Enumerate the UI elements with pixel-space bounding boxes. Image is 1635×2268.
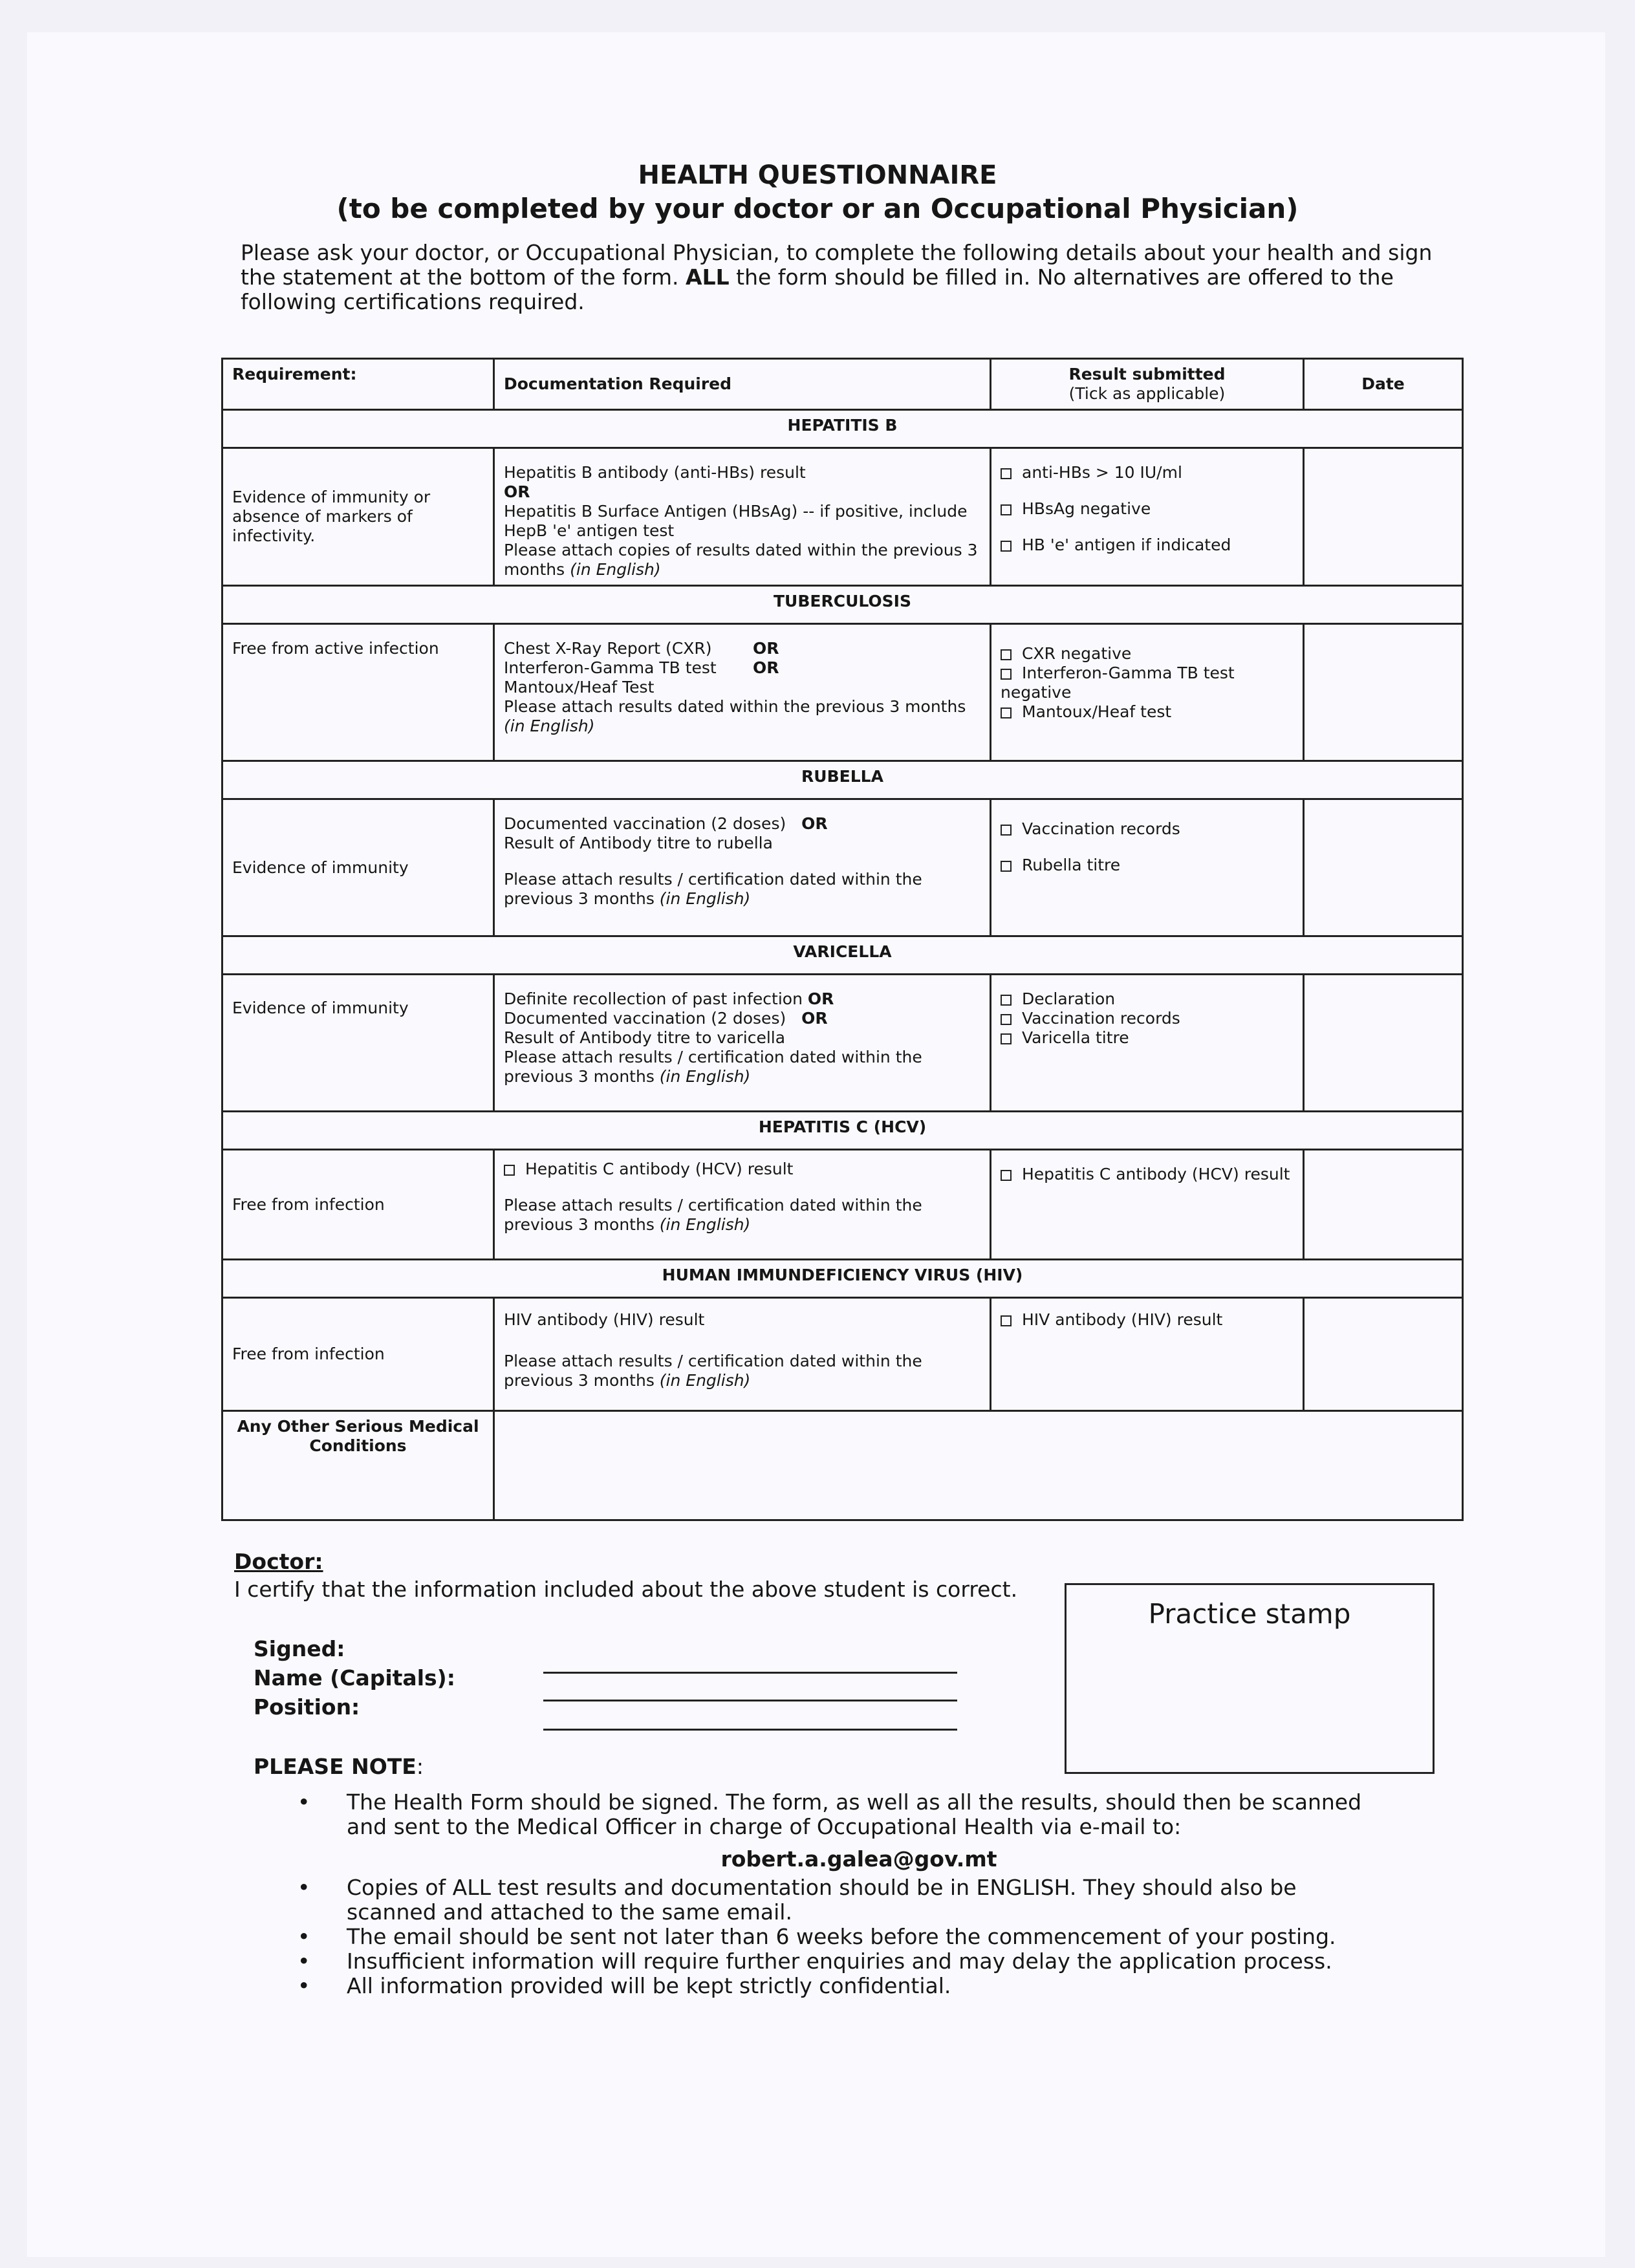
name-field[interactable]	[543, 1700, 957, 1701]
list-item: • All information provided will be kept strictly confidential.	[298, 1974, 1371, 1998]
section-rubella: RUBELLA	[222, 761, 1463, 799]
doctor-section	[234, 1549, 1017, 1602]
list-item: • Insufficient information will require further enquiries and may delay the application process.	[298, 1949, 1371, 1974]
requirement-cell: Free from infection	[222, 1150, 494, 1260]
position-label: Position:	[254, 1694, 360, 1720]
header-requirement: Requirement:	[222, 359, 494, 410]
result-cell	[991, 975, 1304, 1112]
requirement-cell: Free from active infection	[222, 624, 494, 761]
result-checkbox[interactable]: HBsAg negative	[1001, 499, 1294, 519]
date-cell[interactable]	[1304, 1298, 1463, 1411]
documentation-cell: Chest X-Ray Report (CXR) OR Interferon-Gamma TB test OR Mantoux/Heaf Test Please attach results dated within the previous 3 months (in English)	[494, 624, 991, 761]
result-checkbox[interactable]: Varicella titre	[1001, 1028, 1294, 1048]
result-checkbox[interactable]: CXR negative	[1001, 644, 1294, 664]
signed-label: Signed:	[254, 1636, 345, 1661]
header-date: Date	[1304, 359, 1463, 410]
position-field[interactable]	[543, 1729, 957, 1731]
documentation-cell: Documented vaccination (2 doses) OR Result of Antibody titre to rubella Please attach results / certification dated within the previous 3 months (in English)	[494, 799, 991, 936]
result-cell	[991, 448, 1304, 586]
notes-list	[298, 1790, 1371, 1998]
section-hiv: HUMAN IMMUNDEFICIENCY VIRUS (HIV)	[222, 1260, 1463, 1298]
practice-stamp-box[interactable]	[1065, 1583, 1435, 1774]
result-cell	[991, 1150, 1304, 1260]
other-conditions-field[interactable]	[494, 1411, 1463, 1520]
result-checkbox[interactable]: Vaccination records	[1001, 1009, 1294, 1028]
form-title: HEALTH QUESTIONNAIRE	[638, 160, 997, 190]
date-cell[interactable]	[1304, 799, 1463, 936]
form-subtitle: (to be completed by your doctor or an Occupational Physician)	[336, 193, 1299, 224]
result-checkbox[interactable]: Mantoux/Heaf test	[1001, 702, 1294, 722]
list-item: • Copies of ALL test results and documentation should be in ENGLISH. They should also be scanned and attached to the same email.	[298, 1875, 1371, 1925]
table-row	[222, 799, 1463, 936]
table-row	[222, 1298, 1463, 1411]
result-checkbox[interactable]: HIV antibody (HIV) result	[1001, 1310, 1294, 1330]
result-cell	[991, 1298, 1304, 1411]
result-checkbox[interactable]: Declaration	[1001, 989, 1294, 1009]
requirement-cell: Evidence of immunity or absence of markers of infectivity.	[222, 448, 494, 586]
section-hepatitis-c: HEPATITIS C (HCV)	[222, 1112, 1463, 1150]
requirement-cell: Free from infection	[222, 1298, 494, 1411]
signature-labels	[254, 1634, 455, 1722]
documentation-cell: HIV antibody (HIV) result Please attach results / certification dated within the previous 3 months (in English)	[494, 1298, 991, 1411]
result-checkbox[interactable]: Hepatitis C antibody (HCV) result	[1001, 1165, 1294, 1184]
note-heading: PLEASE NOTE:	[254, 1754, 424, 1779]
name-label: Name (Capitals):	[254, 1665, 455, 1690]
requirement-cell: Evidence of immunity	[222, 975, 494, 1112]
section-tuberculosis: TUBERCULOSIS	[222, 586, 1463, 624]
date-cell[interactable]	[1304, 975, 1463, 1112]
header-result: Result submitted (Tick as applicable)	[991, 359, 1304, 410]
table-header-row	[222, 359, 1463, 410]
table-row	[222, 448, 1463, 586]
result-cell	[991, 799, 1304, 936]
result-checkbox[interactable]: Rubella titre	[1001, 856, 1294, 875]
result-checkbox[interactable]: Interferon-Gamma TB test negative	[1001, 664, 1235, 702]
intro-paragraph: Please ask your doctor, or Occupational Physician, to complete the following details about your health and sign the statement at the bottom of the form. ALL the form should be filled in. No alternatives are offered to the following certifications required.	[241, 240, 1433, 314]
result-checkbox[interactable]: anti-HBs > 10 IU/ml	[1001, 463, 1294, 482]
header-documentation: Documentation Required	[494, 359, 991, 410]
other-conditions-label: Any Other Serious Medical Conditions	[222, 1411, 494, 1520]
documentation-cell: Hepatitis C antibody (HCV) result Please attach results / certification dated within the previous 3 months (in English)	[494, 1150, 991, 1260]
list-item: • The Health Form should be signed. The form, as well as all the results, should then be scanned and sent to the Medical Officer in charge of Occupational Health via e-mail to: robert.a.galea@gov.mt	[298, 1790, 1371, 1872]
date-cell[interactable]	[1304, 448, 1463, 586]
result-checkbox[interactable]: HB 'e' antigen if indicated	[1001, 535, 1294, 555]
result-checkbox[interactable]: Vaccination records	[1001, 819, 1294, 839]
table-row	[222, 975, 1463, 1112]
date-cell[interactable]	[1304, 1150, 1463, 1260]
certification-statement: I certify that the information included about the above student is correct.	[234, 1577, 1018, 1602]
practice-stamp-label: Practice stamp	[1148, 1598, 1351, 1630]
section-varicella: VARICELLA	[222, 936, 1463, 975]
doctor-label: Doctor:	[234, 1549, 323, 1574]
documentation-checkbox[interactable]: Hepatitis C antibody (HCV) result	[504, 1160, 980, 1179]
section-hepatitis-b: HEPATITIS B	[222, 410, 1463, 448]
date-cell[interactable]	[1304, 624, 1463, 761]
requirement-cell: Evidence of immunity	[222, 799, 494, 936]
documentation-cell: Hepatitis B antibody (anti-HBs) result OR Hepatitis B Surface Antigen (HBsAg) -- if positive, include HepB 'e' antigen test Please attach copies of results dated within the previous 3 months (in English)	[494, 448, 991, 586]
table-row	[222, 1150, 1463, 1260]
documentation-cell: Definite recollection of past infection OR Documented vaccination (2 doses) OR Result of Antibody titre to varicella Please attach results / certification dated within the previous 3 months (in English)	[494, 975, 991, 1112]
table-row	[222, 1411, 1463, 1520]
signed-field[interactable]	[543, 1672, 957, 1674]
result-cell	[991, 624, 1304, 761]
contact-email[interactable]: robert.a.galea@gov.mt	[720, 1846, 997, 1872]
requirements-table	[221, 358, 1464, 1521]
list-item: • The email should be sent not later than 6 weeks before the commencement of your posting.	[298, 1925, 1371, 1949]
table-row	[222, 624, 1463, 761]
